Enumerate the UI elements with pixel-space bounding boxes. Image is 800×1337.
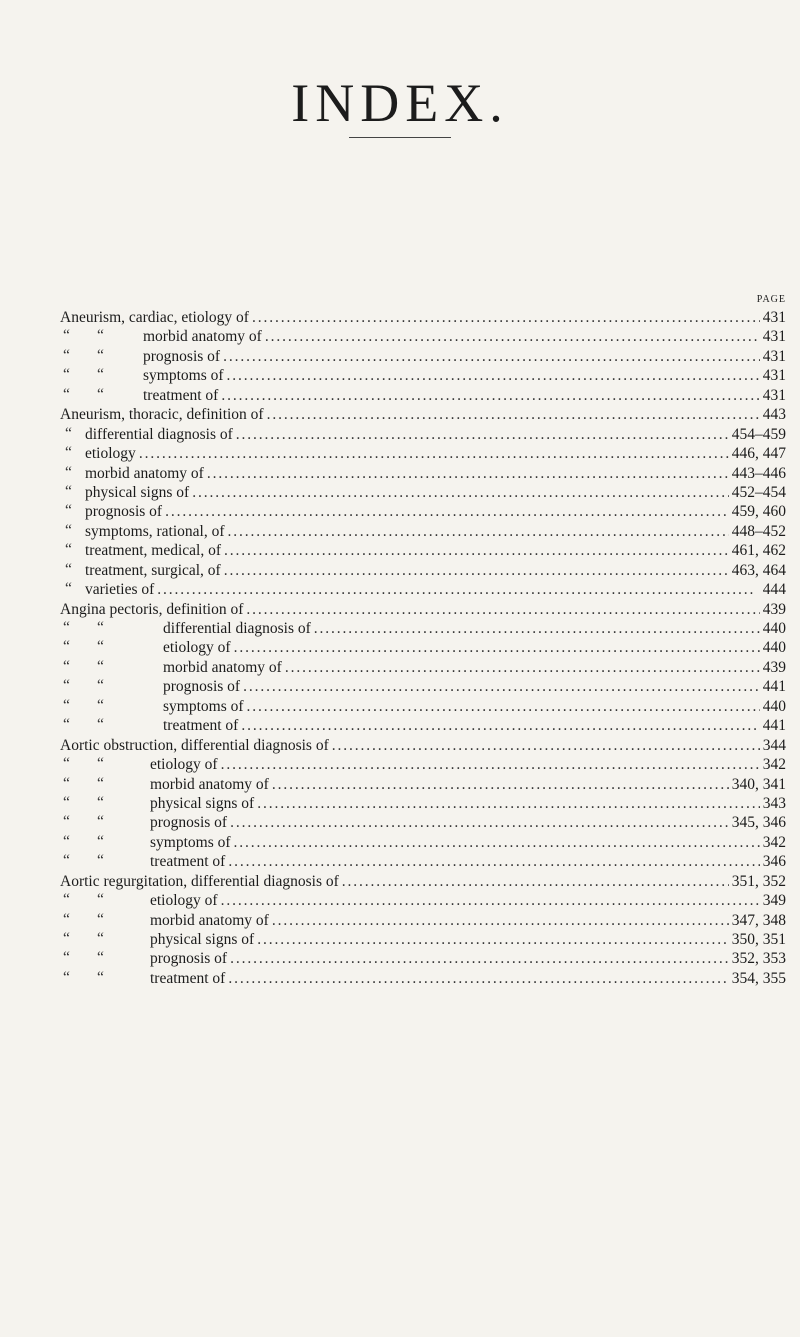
dot-leader	[241, 716, 759, 735]
entry-label: symptoms, rational, of	[85, 522, 225, 540]
entry-label: morbid anatomy of	[143, 328, 262, 346]
ditto-mark: “	[65, 482, 72, 500]
dot-leader	[230, 813, 729, 832]
entry-label: morbid anatomy of	[150, 775, 269, 793]
ditto-mark: “	[97, 346, 104, 364]
entry-page-number: 439	[762, 600, 786, 618]
entry-label: treatment of	[143, 386, 219, 404]
entry-indent	[60, 560, 85, 578]
entry-label: prognosis of	[143, 347, 221, 365]
entry-label: prognosis of	[163, 678, 241, 696]
ditto-mark: “	[97, 832, 104, 850]
ditto-mark: “	[63, 891, 70, 909]
ditto-mark: “	[63, 832, 70, 850]
ditto-mark: “	[97, 755, 104, 773]
entry-label: prognosis of	[85, 503, 163, 521]
entry-label: Aortic obstruction, differential diagnosis of	[60, 736, 329, 754]
entry-label: differential diagnosis of	[85, 425, 233, 443]
dot-leader	[221, 891, 760, 910]
dot-leader	[157, 580, 759, 599]
entry-label: etiology of	[163, 639, 231, 657]
index-entry	[60, 561, 786, 580]
entry-indent	[60, 463, 85, 481]
entry-page-number: 440	[762, 697, 786, 715]
entry-indent	[60, 910, 150, 928]
ditto-mark: “	[97, 657, 104, 675]
entry-page-number: 440	[762, 639, 786, 657]
dot-leader	[257, 794, 760, 813]
entry-page-number: 439	[762, 658, 786, 676]
index-entry	[60, 775, 786, 794]
dot-leader	[314, 619, 760, 638]
ditto-mark: “	[63, 366, 70, 384]
dot-leader	[221, 386, 759, 405]
dot-leader	[267, 405, 760, 424]
entry-indent	[60, 813, 150, 831]
ditto-mark: “	[97, 813, 104, 831]
ditto-mark: “	[65, 541, 72, 559]
ditto-mark: “	[97, 793, 104, 811]
ditto-mark: “	[63, 813, 70, 831]
entry-label: prognosis of	[150, 950, 228, 968]
dot-leader	[228, 852, 759, 871]
index-entry	[60, 697, 786, 716]
dot-leader	[272, 775, 729, 794]
entry-page-number: 350, 351	[731, 931, 786, 948]
index-entry	[60, 308, 786, 327]
dot-leader	[224, 541, 729, 560]
entry-label: Aortic regurgitation, differential diagnosis of	[60, 872, 339, 890]
index-entry	[60, 736, 786, 755]
index-entry	[60, 911, 786, 930]
entry-label: Aneurism, thoracic, definition of	[60, 406, 264, 424]
entry-indent	[60, 385, 143, 403]
index-entry	[60, 658, 786, 677]
entry-label: symptoms of	[143, 367, 224, 385]
dot-leader	[207, 464, 729, 483]
ditto-mark: “	[63, 638, 70, 656]
entry-page-number: 342	[762, 756, 786, 774]
entry-page-number: 431	[762, 347, 786, 365]
ditto-mark: “	[97, 891, 104, 909]
entry-label: etiology	[85, 445, 136, 463]
entry-label: differential diagnosis of	[163, 620, 311, 637]
dot-leader	[265, 327, 760, 346]
entry-page-number: 452–454	[731, 483, 786, 501]
dot-leader	[192, 483, 729, 502]
ditto-mark: “	[97, 930, 104, 947]
dot-leader	[230, 949, 729, 968]
dot-leader	[285, 658, 760, 677]
entry-page-number: 347, 348	[731, 911, 786, 929]
entry-page-number: 431	[762, 328, 786, 346]
ditto-mark: “	[97, 677, 104, 695]
entry-label: morbid anatomy of	[85, 464, 204, 482]
ditto-mark: “	[97, 638, 104, 656]
dot-leader	[246, 600, 759, 619]
ditto-mark: “	[65, 580, 72, 598]
ditto-mark: “	[63, 755, 70, 773]
dot-leader	[332, 736, 760, 755]
entry-page-number: 454–459	[731, 425, 786, 443]
dot-leader	[247, 697, 760, 716]
entry-label: physical signs of	[150, 931, 255, 948]
entry-label: symptoms of	[163, 697, 244, 715]
index-entry	[60, 483, 786, 502]
dot-leader	[342, 872, 729, 891]
index-entry	[60, 444, 786, 463]
entry-label: morbid anatomy of	[150, 911, 269, 929]
entry-indent	[60, 541, 85, 559]
ditto-mark: “	[65, 502, 72, 520]
ditto-mark: “	[63, 327, 70, 345]
entry-label: etiology of	[150, 892, 218, 910]
entry-page-number: 345, 346	[731, 814, 786, 832]
entry-page-number: 440	[762, 620, 786, 637]
ditto-mark: “	[97, 910, 104, 928]
ditto-mark: “	[63, 930, 70, 947]
entry-page-number: 349	[762, 892, 786, 910]
index-entry	[60, 405, 786, 424]
ditto-mark: “	[97, 385, 104, 403]
ditto-mark: “	[63, 852, 70, 870]
entry-indent	[60, 366, 143, 384]
ditto-mark: “	[97, 366, 104, 384]
entry-page-number: 354, 355	[731, 969, 786, 987]
entry-indent	[60, 832, 150, 850]
entry-page-number: 346	[762, 853, 786, 871]
ditto-mark: “	[63, 696, 70, 714]
entry-indent	[60, 444, 85, 462]
entry-indent	[60, 346, 143, 364]
ditto-mark: “	[97, 949, 104, 967]
index-entry	[60, 716, 786, 735]
ditto-mark: “	[97, 696, 104, 714]
entry-indent	[60, 327, 143, 345]
ditto-mark: “	[63, 949, 70, 967]
index-entry	[60, 600, 786, 619]
entry-label: physical signs of	[85, 483, 190, 501]
entry-label: Aneurism, cardiac, etiology of	[60, 309, 249, 326]
dot-leader	[221, 755, 760, 774]
index-entry	[60, 425, 786, 444]
entry-indent	[60, 968, 150, 986]
dot-leader	[228, 522, 729, 541]
ditto-mark: “	[97, 619, 104, 636]
entry-page-number: 443–446	[731, 464, 786, 482]
entry-label: treatment, medical, of	[85, 542, 221, 560]
entry-indent	[60, 502, 85, 520]
entry-indent	[60, 716, 163, 734]
entry-indent	[60, 424, 85, 442]
entry-indent	[60, 521, 85, 539]
entry-indent	[60, 774, 150, 792]
index-entry	[60, 541, 786, 560]
page-column-header: PAGE	[756, 294, 786, 305]
dot-leader	[272, 911, 729, 930]
entry-indent	[60, 580, 85, 598]
entry-indent	[60, 755, 150, 773]
entry-indent	[60, 852, 150, 870]
ditto-mark: “	[63, 657, 70, 675]
entry-label: Angina pectoris, definition of	[60, 600, 244, 618]
entry-indent	[60, 657, 163, 675]
ditto-mark: “	[65, 463, 72, 481]
dot-leader	[228, 969, 728, 988]
dot-leader	[252, 308, 760, 327]
index-entry	[60, 872, 786, 891]
entry-indent	[60, 793, 150, 811]
dot-leader	[243, 677, 760, 696]
dot-leader	[165, 502, 729, 521]
entry-page-number: 448–452	[731, 522, 786, 540]
entry-label: physical signs of	[150, 794, 255, 812]
entry-page-number: 463, 464	[731, 561, 786, 579]
entry-page-number: 441	[762, 717, 786, 735]
ditto-mark: “	[63, 716, 70, 734]
ditto-mark: “	[63, 793, 70, 811]
dot-leader	[139, 444, 729, 463]
ditto-mark: “	[97, 968, 104, 986]
entry-indent	[60, 949, 150, 967]
ditto-mark: “	[63, 619, 70, 636]
index-entry	[60, 386, 786, 405]
entry-page-number: 431	[762, 367, 786, 385]
index-entry	[60, 638, 786, 657]
entry-page-number: 461, 462	[731, 542, 786, 560]
ditto-mark: “	[97, 774, 104, 792]
index-entry	[60, 949, 786, 968]
index-entry	[60, 619, 786, 638]
index-entry	[60, 755, 786, 774]
entry-page-number: 444	[762, 581, 786, 599]
ditto-mark: “	[97, 716, 104, 734]
index-entry	[60, 580, 786, 599]
entry-label: prognosis of	[150, 814, 228, 832]
ditto-mark: “	[63, 774, 70, 792]
entry-page-number: 342	[762, 833, 786, 851]
ditto-mark: “	[63, 968, 70, 986]
ditto-mark: “	[97, 327, 104, 345]
index-list	[60, 308, 786, 988]
entry-label: varieties of	[85, 581, 155, 599]
title-rule	[349, 137, 451, 138]
index-entry	[60, 347, 786, 366]
entry-label: treatment of	[163, 717, 239, 735]
index-entry	[60, 833, 786, 852]
entry-indent	[60, 638, 163, 656]
ditto-mark: “	[65, 444, 72, 462]
ditto-mark: “	[65, 521, 72, 539]
entry-indent	[60, 677, 163, 695]
entry-indent	[60, 930, 150, 947]
entry-page-number: 443	[762, 406, 786, 424]
ditto-mark: “	[65, 424, 72, 442]
dot-leader	[234, 638, 760, 657]
index-entry	[60, 969, 786, 988]
ditto-mark: “	[97, 852, 104, 870]
entry-page-number: 340, 341	[731, 775, 786, 793]
ditto-mark: “	[63, 385, 70, 403]
entry-page-number: 352, 353	[731, 950, 786, 968]
entry-page-number: 431	[762, 309, 786, 326]
index-entry	[60, 366, 786, 385]
entry-label: symptoms of	[150, 833, 231, 851]
entry-indent	[60, 696, 163, 714]
index-entry	[60, 852, 786, 871]
ditto-mark: “	[65, 560, 72, 578]
ditto-mark: “	[63, 910, 70, 928]
dot-leader	[227, 366, 760, 385]
dot-leader	[234, 833, 760, 852]
entry-page-number: 459, 460	[731, 503, 786, 521]
ditto-mark: “	[63, 677, 70, 695]
index-entry	[60, 677, 786, 696]
entry-page-number: 446, 447	[731, 445, 786, 463]
dot-leader	[236, 425, 729, 444]
entry-indent	[60, 891, 150, 909]
entry-page-number: 441	[762, 678, 786, 696]
entry-indent	[60, 619, 163, 636]
entry-page-number: 344	[762, 736, 786, 754]
entry-indent	[60, 482, 85, 500]
index-entry	[60, 502, 786, 521]
ditto-mark: “	[63, 346, 70, 364]
page-title: INDEX.	[291, 73, 509, 134]
index-entry	[60, 522, 786, 541]
entry-label: morbid anatomy of	[163, 658, 282, 676]
index-entry	[60, 794, 786, 813]
dot-leader	[224, 561, 729, 580]
entry-page-number: 343	[762, 794, 786, 812]
entry-label: treatment of	[150, 853, 226, 871]
entry-page-number: 351, 352	[731, 872, 786, 890]
entry-label: etiology of	[150, 756, 218, 774]
index-entry	[60, 464, 786, 483]
entry-label: treatment of	[150, 969, 226, 987]
dot-leader	[257, 930, 729, 949]
index-entry	[60, 813, 786, 832]
index-entry	[60, 930, 786, 949]
entry-label: treatment, surgical, of	[85, 561, 221, 579]
dot-leader	[223, 347, 760, 366]
index-entry	[60, 327, 786, 346]
index-entry	[60, 891, 786, 910]
entry-page-number: 431	[762, 386, 786, 404]
